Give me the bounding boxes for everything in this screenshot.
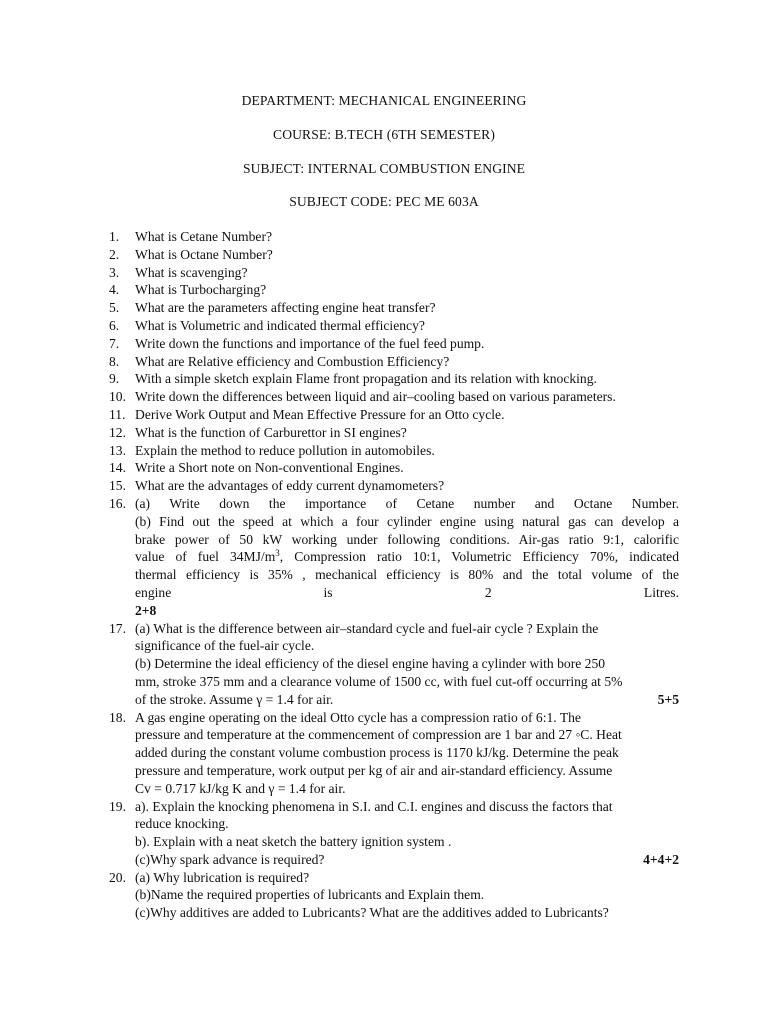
question-number: 18. xyxy=(109,709,126,725)
question-text: What is Turbocharging? xyxy=(135,282,267,298)
q19-part-b: b). Explain with a neat sketch the battery ignition system . xyxy=(135,834,452,850)
question-17 xyxy=(109,620,679,709)
question-number: 2. xyxy=(109,246,120,262)
q18-line: pressure and temperature at the commencement of compression are 1 bar and 27 ◦C. Heat xyxy=(135,727,622,743)
q16-part-b-line xyxy=(135,548,679,566)
q16-text-fragment: , Compression ratio 10:1, Volumetric Efficiency 70%, indicated xyxy=(279,549,679,565)
q20-part-b: (b)Name the required properties of lubricants and Explain them. xyxy=(135,887,485,903)
q16-text-fragment: value of fuel 34MJ/m xyxy=(135,549,276,565)
superscript-three: 3 xyxy=(275,548,280,559)
q17-part-b-line: of the stroke. Assume γ = 1.4 for air. xyxy=(135,691,334,707)
question-text: Write a Short note on Non-conventional Engines. xyxy=(135,460,404,476)
question-number: 19. xyxy=(109,798,126,814)
question-number: 16. xyxy=(109,495,126,511)
subject-code-heading: SUBJECT CODE: PEC ME 603A xyxy=(289,194,479,209)
q19-part-c: (c)Why spark advance is required? xyxy=(135,851,325,867)
question-text: What is Octane Number? xyxy=(135,246,273,262)
subject-heading: SUBJECT: INTERNAL COMBUSTION ENGINE xyxy=(242,161,526,176)
q17-part-a-line: (a) What is the difference between air–standard cycle and fuel-air cycle ? Explain the xyxy=(135,620,599,636)
question-number: 6. xyxy=(109,317,120,333)
question-text: With a simple sketch explain Flame front propagation and its relation with knocking. xyxy=(135,371,597,387)
question-text: What is Volumetric and indicated thermal efficiency? xyxy=(135,317,425,333)
q18-line: pressure and temperature, work output per kg of air and air-standard efficiency. Assume xyxy=(135,762,613,778)
question-text: What is Cetane Number? xyxy=(135,229,273,244)
q16-part-b-line: thermal efficiency is 35% , mechanical efficiency is 80% and the total volume of the xyxy=(135,567,679,583)
question-number: 8. xyxy=(109,353,120,369)
q19-part-a-line: reduce knocking. xyxy=(135,816,229,832)
question-19 xyxy=(109,798,679,869)
question-number: 3. xyxy=(109,264,120,280)
question-number: 5. xyxy=(109,300,120,316)
question-text: Write down the differences between liquid and air–cooling based on various parameters. xyxy=(135,389,616,405)
question-number: 10. xyxy=(109,389,126,405)
department-heading: DEPARTMENT: MECHANICAL ENGINEERING xyxy=(241,93,527,108)
q19-part-c-row xyxy=(135,851,679,869)
question-number: 14. xyxy=(109,460,126,476)
question-number: 17. xyxy=(109,620,126,636)
question-number: 1. xyxy=(109,229,120,244)
question-number: 7. xyxy=(109,335,120,351)
question-item xyxy=(109,246,679,264)
q17-part-b-line: (b) Determine the ideal efficiency of the diesel engine having a cylinder with bore 250 xyxy=(135,656,606,672)
question-item xyxy=(109,299,679,317)
question-item xyxy=(109,228,679,246)
course-heading: COURSE: B.TECH (6TH SEMESTER) xyxy=(273,127,495,142)
question-item xyxy=(109,459,679,477)
q20-part-c: (c)Why additives are added to Lubricants? What are the additives added to Lubricants? xyxy=(135,905,609,921)
q16-part-b-line: (b) Find out the speed at which a four cylinder engine using natural gas can develop a xyxy=(135,513,679,529)
question-text: Derive Work Output and Mean Effective Pressure for an Otto cycle. xyxy=(135,406,505,422)
question-text: What is scavenging? xyxy=(135,264,248,280)
question-number: 12. xyxy=(109,424,126,440)
q16-marks: 2+8 xyxy=(135,602,157,618)
question-item xyxy=(109,406,679,424)
q16-part-a: (a) Write down the importance of Cetane number and Octane Number. xyxy=(135,495,679,511)
question-item xyxy=(109,335,679,353)
question-item xyxy=(109,370,679,388)
question-text: What are Relative efficiency and Combustion Efficiency? xyxy=(135,353,450,369)
question-item xyxy=(109,424,679,442)
q18-line: added during the constant volume combustion process is 1170 kJ/kg. Determine the peak xyxy=(135,745,619,761)
question-item xyxy=(109,477,679,495)
question-text: Write down the functions and importance of the fuel feed pump. xyxy=(135,335,485,351)
q17-part-b-last-line xyxy=(135,691,679,709)
question-text: What are the parameters affecting engine heat transfer? xyxy=(135,300,436,316)
question-list xyxy=(109,228,679,922)
q19-marks: 4+4+2 xyxy=(643,851,679,867)
question-16 xyxy=(109,495,679,620)
question-item xyxy=(109,353,679,371)
question-text: What are the advantages of eddy current dynamometers? xyxy=(135,478,445,494)
q16-part-b-line: engine is 2 Litres. xyxy=(135,584,679,600)
q17-marks: 5+5 xyxy=(657,691,679,707)
q19-part-a-line: a). Explain the knocking phenomena in S.I. and C.I. engines and discuss the factors that xyxy=(135,798,613,814)
question-number: 9. xyxy=(109,371,120,387)
question-item xyxy=(109,442,679,460)
q18-line: Cv = 0.717 kJ/kg K and γ = 1.4 for air. xyxy=(135,780,346,796)
q17-part-b-line: mm, stroke 375 mm and a clearance volume of 1500 cc, with fuel cut-off occurring at 5% xyxy=(135,673,623,689)
question-item xyxy=(109,264,679,282)
question-20 xyxy=(109,869,679,922)
question-text: What is the function of Carburettor in SI engines? xyxy=(135,424,407,440)
question-number: 11. xyxy=(109,406,126,422)
q18-line: A gas engine operating on the ideal Otto cycle has a compression ratio of 6:1. The xyxy=(135,709,581,725)
question-item xyxy=(109,317,679,335)
question-text: Explain the method to reduce pollution in automobiles. xyxy=(135,442,435,458)
q16-part-b-line: brake power of 50 kW working under following conditions. Air-gas ratio 9:1, calorific xyxy=(135,531,679,547)
question-item xyxy=(109,388,679,406)
question-item xyxy=(109,281,679,299)
question-18 xyxy=(109,709,679,798)
q20-part-a: (a) Why lubrication is required? xyxy=(135,869,310,885)
q17-part-a-line: significance of the fuel-air cycle. xyxy=(135,638,315,654)
question-number: 4. xyxy=(109,282,120,298)
question-number: 15. xyxy=(109,478,126,494)
question-number: 13. xyxy=(109,442,126,458)
question-number: 20. xyxy=(109,869,126,885)
